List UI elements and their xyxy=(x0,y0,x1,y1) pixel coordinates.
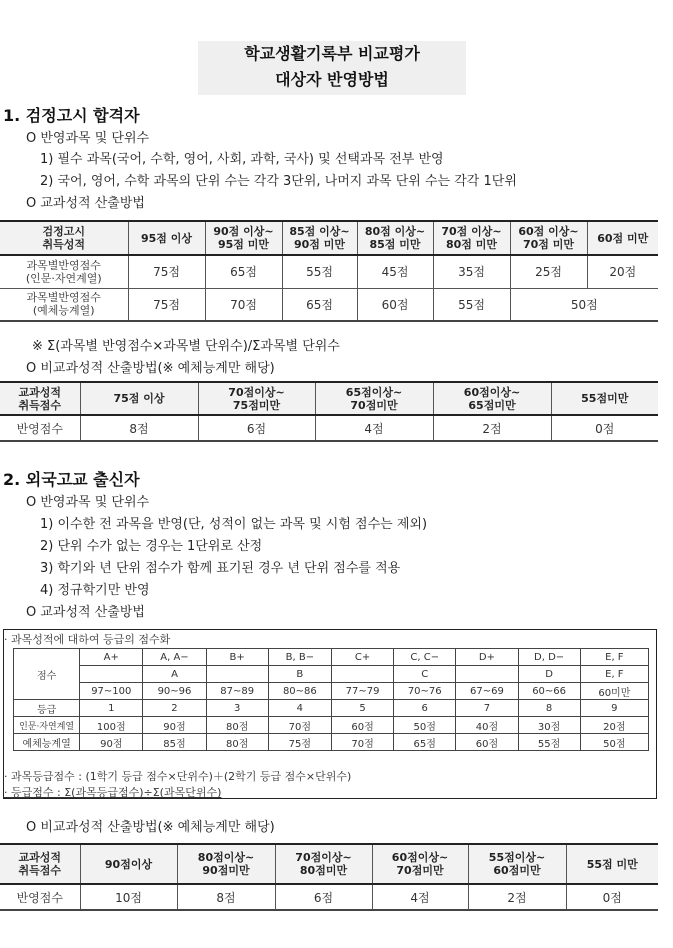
table-cell: 75점 xyxy=(128,255,205,288)
table-cell: 75점 xyxy=(128,288,205,321)
table-header-row xyxy=(0,382,658,415)
table-cell: 6점 xyxy=(275,884,372,910)
table-cell: 8점 xyxy=(80,415,198,441)
header-label: 교과성적 취득점수 xyxy=(0,844,80,884)
table-cell: 90점 xyxy=(143,717,206,734)
table-cell: 65점 xyxy=(205,255,282,288)
table-cell: 20점 xyxy=(587,255,658,288)
table-cell: 90점 xyxy=(80,734,143,751)
row-label: 반영점수 xyxy=(0,884,80,910)
section-1-item-2: 2) 국어, 영어, 수학 과목의 단위 수는 각각 3단위, 나머지 과목 단위 수는 각각 1단위 xyxy=(40,174,517,189)
table-cell-merged: 50점 xyxy=(510,288,658,321)
section-2-item-4: 4) 정규학기만 반영 xyxy=(40,583,150,598)
table-cell: 60점 xyxy=(331,717,393,734)
table-cell: 7 xyxy=(456,700,518,717)
table-cell: 35점 xyxy=(433,255,510,288)
table-cell: 75점 xyxy=(268,734,331,751)
table-cell: 30점 xyxy=(518,717,580,734)
table-cell: 6점 xyxy=(198,415,315,441)
table-cell: 90~96 xyxy=(143,683,206,700)
row-label: 예체능계열 xyxy=(14,734,80,751)
header-cell: 55점이상~ 60점미만 xyxy=(468,844,566,884)
table-cell xyxy=(331,666,393,683)
row-label: 인문·자연계열 xyxy=(14,717,80,734)
table-cell: 70점 xyxy=(331,734,393,751)
table-cell: 100점 xyxy=(80,717,143,734)
letter-row xyxy=(14,649,649,666)
title-line-2: 대상자 반영방법 xyxy=(275,70,389,89)
table-cell: 4점 xyxy=(315,415,433,441)
header-cell: 60점이상~ 70점미만 xyxy=(372,844,468,884)
table-cell: 55점 xyxy=(433,288,510,321)
table-cell: 87~89 xyxy=(206,683,268,700)
header-cell: 55점 미만 xyxy=(566,844,658,884)
section-2-sub-nonacademic: O 비교과성적 산출방법(※ 예체능계만 해당) xyxy=(26,820,275,835)
table-cell: 60미만 xyxy=(580,683,648,700)
table-cell: 45점 xyxy=(357,255,433,288)
header-cell: 75점 이상 xyxy=(80,382,198,415)
table-cell: 85점 xyxy=(143,734,206,751)
table-cell: 65점 xyxy=(394,734,456,751)
table-cell: 2 xyxy=(143,700,206,717)
section-2-item-1: 1) 이수한 전 과목을 반영(단, 성적이 없는 과목 및 시험 점수는 제외) xyxy=(40,517,428,532)
table-cell: A, A− xyxy=(143,649,206,666)
table-cell: 60점 xyxy=(357,288,433,321)
grade-conversion-table xyxy=(13,648,649,751)
table-cell: 60~66 xyxy=(518,683,580,700)
table-cell: 5 xyxy=(331,700,393,717)
section-1-sub-nonacademic: O 비교과성적 산출방법(※ 예체능계만 해당) xyxy=(26,361,275,376)
table-cell: 1 xyxy=(80,700,143,717)
grade-formula-1: · 과목등급점수 : (1학기 등급 점수×단위수)＋(2학기 등급 점수×단위수) xyxy=(4,770,352,783)
grade-row xyxy=(14,700,649,717)
section-2-item-3: 3) 학기와 년 단위 점수가 함께 표기된 경우 년 단위 점수를 적용 xyxy=(40,561,401,576)
header-cell: 85점 이상~ 90점 미만 xyxy=(282,221,357,255)
table-cell: B, B− xyxy=(268,649,331,666)
table-header-row xyxy=(0,221,658,255)
table-cell: 80~86 xyxy=(268,683,331,700)
table-cell: 40점 xyxy=(456,717,518,734)
table-cell: 25점 xyxy=(510,255,587,288)
table-cell: 8점 xyxy=(177,884,275,910)
header-cell: 65점이상~ 70점미만 xyxy=(315,382,433,415)
table-cell: 0점 xyxy=(566,884,658,910)
table-cell: E, F xyxy=(580,666,648,683)
section-2-sub-subjects: O 반영과목 및 단위수 xyxy=(26,495,150,510)
header-cell: 60점 미만 xyxy=(587,221,658,255)
section-1-item-1: 1) 필수 과목(국어, 수학, 영어, 사회, 과학, 국사) 및 선택과목 전부 반영 xyxy=(40,152,444,167)
header-cell: 60점이상~ 65점미만 xyxy=(433,382,551,415)
title-line-1: 학교생활기록부 비교평가 xyxy=(244,44,420,63)
header-cell: 90점 이상~ 95점 미만 xyxy=(205,221,282,255)
table-row xyxy=(0,415,658,441)
document-title xyxy=(198,41,466,95)
ged-score-table xyxy=(0,220,658,322)
table-cell xyxy=(206,666,268,683)
header-cell: 90점이상 xyxy=(80,844,177,884)
table-cell: 70점 xyxy=(268,717,331,734)
table-cell: 6 xyxy=(394,700,456,717)
table-cell: 60점 xyxy=(456,734,518,751)
table-row xyxy=(0,884,658,910)
ged-nonacademic-table xyxy=(0,381,658,442)
table-cell: 50점 xyxy=(580,734,648,751)
header-cell: 80점 이상~ 85점 미만 xyxy=(357,221,433,255)
header-cell: 70점이상~ 75점미만 xyxy=(198,382,315,415)
arts-row xyxy=(14,734,649,751)
table-cell: D xyxy=(518,666,580,683)
table-cell: 2점 xyxy=(433,415,551,441)
table-cell: 3 xyxy=(206,700,268,717)
table-cell xyxy=(456,666,518,683)
table-cell: C xyxy=(394,666,456,683)
table-cell: B+ xyxy=(206,649,268,666)
table-cell: 55점 xyxy=(518,734,580,751)
table-cell: 8 xyxy=(518,700,580,717)
table-row xyxy=(0,288,658,321)
table-cell: A xyxy=(143,666,206,683)
table-cell: 2점 xyxy=(468,884,566,910)
header-cell: 95점 이상 xyxy=(128,221,205,255)
range-row xyxy=(14,683,649,700)
header-cell: 60점 이상~ 70점 미만 xyxy=(510,221,587,255)
table-cell: C+ xyxy=(331,649,393,666)
header-cell: 80점이상~ 90점미만 xyxy=(177,844,275,884)
table-cell: 0점 xyxy=(551,415,658,441)
group-row xyxy=(14,666,649,683)
section-1-formula-note: ※ Σ(과목별 반영점수×과목별 단위수)/Σ과목별 단위수 xyxy=(32,339,340,354)
table-cell: B xyxy=(268,666,331,683)
humanities-row xyxy=(14,717,649,734)
table-cell: D+ xyxy=(456,649,518,666)
grade-box-caption: · 과목성적에 대하여 등급의 점수화 xyxy=(4,633,171,646)
table-cell: 80점 xyxy=(206,717,268,734)
table-cell: 70점 xyxy=(205,288,282,321)
row-label: 반영점수 xyxy=(0,415,80,441)
table-cell: 10점 xyxy=(80,884,177,910)
section-2-item-2: 2) 단위 수가 없는 경우는 1단위로 산정 xyxy=(40,539,263,554)
table-cell: 65점 xyxy=(282,288,357,321)
header-cell: 70점이상~ 80점미만 xyxy=(275,844,372,884)
header-label: 검정고시 취득성적 xyxy=(0,221,128,255)
header-label: 교과성적 취득점수 xyxy=(0,382,80,415)
table-header-row xyxy=(0,844,658,884)
score-label: 점수 xyxy=(14,649,80,700)
table-cell: 20점 xyxy=(580,717,648,734)
table-cell: 77~79 xyxy=(331,683,393,700)
table-cell: C, C− xyxy=(394,649,456,666)
table-row xyxy=(0,255,658,288)
table-cell xyxy=(80,666,143,683)
table-cell: D, D− xyxy=(518,649,580,666)
section-2-heading: 2. 외국고교 출신자 xyxy=(3,470,140,489)
table-cell: 50점 xyxy=(394,717,456,734)
table-cell: E, F xyxy=(580,649,648,666)
table-cell: A+ xyxy=(80,649,143,666)
grade-formula-2: · 등급점수 : Σ(과목등급점수)÷Σ(과목단위수) xyxy=(4,786,222,799)
row-label: 과목별반영점수 (예체능계열) xyxy=(0,288,128,321)
table-cell: 9 xyxy=(580,700,648,717)
table-cell: 67~69 xyxy=(456,683,518,700)
row-label: 과목별반영점수 (인문·자연계열) xyxy=(0,255,128,288)
table-cell: 97~100 xyxy=(80,683,143,700)
table-cell: 80점 xyxy=(206,734,268,751)
section-1-sub-subjects: O 반영과목 및 단위수 xyxy=(26,131,150,146)
section-2-sub-grades: O 교과성적 산출방법 xyxy=(26,605,145,620)
section-1-heading: 1. 검정고시 합격자 xyxy=(3,106,140,125)
header-cell: 70점 이상~ 80점 미만 xyxy=(433,221,510,255)
foreign-nonacademic-table xyxy=(0,843,658,911)
table-cell: 70~76 xyxy=(394,683,456,700)
table-cell: 4점 xyxy=(372,884,468,910)
header-cell: 55점미만 xyxy=(551,382,658,415)
section-1-sub-grades: O 교과성적 산출방법 xyxy=(26,196,145,211)
table-cell: 4 xyxy=(268,700,331,717)
row-label: 등급 xyxy=(14,700,80,717)
table-cell: 55점 xyxy=(282,255,357,288)
